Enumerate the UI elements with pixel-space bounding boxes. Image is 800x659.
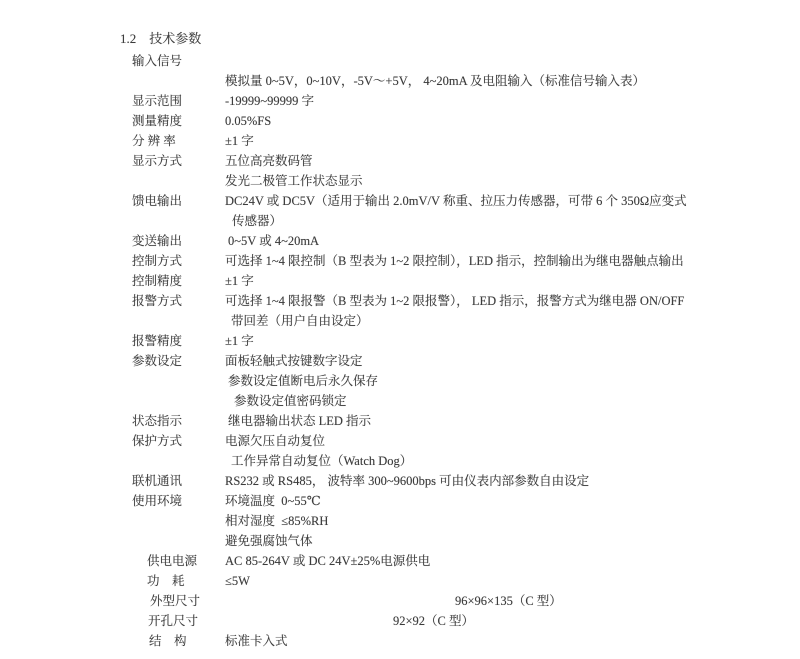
spec-label: 使用环境 (132, 494, 183, 508)
section-title: 技术参数 (149, 31, 202, 46)
section-heading (120, 31, 780, 53)
spec-row (120, 333, 780, 353)
spec-row (120, 73, 780, 93)
spec-label: 输入信号 (132, 54, 183, 68)
spec-label: 显示方式 (132, 154, 183, 168)
spec-value: 相对湿度 ≤85%RH (225, 514, 329, 528)
spec-list (120, 53, 780, 653)
spec-label: 控制精度 (132, 274, 183, 288)
spec-row (120, 293, 780, 313)
spec-row (120, 593, 780, 613)
spec-value: AC 85-264V 或 DC 24V±25%电源供电 (225, 554, 431, 568)
spec-row (120, 273, 780, 293)
spec-label: 结 构 (149, 634, 187, 648)
spec-label: 馈电输出 (132, 194, 183, 208)
spec-value: 电源欠压自动复位 (225, 434, 326, 448)
spec-label: 参数设定 (132, 354, 183, 368)
spec-value: 参数设定值断电后永久保存 (228, 374, 379, 388)
spec-row (120, 393, 780, 413)
spec-row (120, 533, 780, 553)
spec-row (120, 93, 780, 113)
spec-value: 传感器） (232, 214, 283, 228)
spec-value: 参数设定值密码锁定 (234, 394, 347, 408)
spec-value: 带回差（用户自由设定） (231, 314, 369, 328)
spec-label: 外型尺寸 (150, 594, 201, 608)
spec-value: -19999~99999 字 (225, 94, 315, 108)
spec-row (120, 253, 780, 273)
spec-value: 环境温度 0~55℃ (225, 494, 321, 508)
spec-label: 开孔尺寸 (148, 614, 199, 628)
spec-row (120, 493, 780, 513)
spec-row (120, 473, 780, 493)
spec-label: 测量精度 (132, 114, 183, 128)
spec-row (120, 113, 780, 133)
spec-value: 标准卡入式 (225, 634, 288, 648)
spec-value: 继电器输出状态 LED 指示 (228, 414, 372, 428)
spec-label: 分 辨 率 (132, 134, 176, 148)
document-content (120, 31, 780, 653)
spec-row (120, 53, 780, 73)
spec-row (120, 313, 780, 333)
section-number: 1.2 (120, 31, 137, 46)
spec-row (120, 233, 780, 253)
spec-value: 避免强腐蚀气体 (225, 534, 313, 548)
spec-label: 状态指示 (132, 414, 183, 428)
spec-row (120, 633, 780, 653)
spec-value: 96×96×135（C 型） (455, 594, 562, 608)
spec-value: 可选择 1~4 限控制（B 型表为 1~2 限控制），LED 指示，控制输出为继电器触点输出 (225, 254, 684, 268)
spec-label: 变送输出 (132, 234, 183, 248)
spec-row (120, 613, 780, 633)
spec-row (120, 133, 780, 153)
spec-label: 保护方式 (132, 434, 183, 448)
spec-value: 92×92（C 型） (393, 614, 475, 628)
spec-value: RS232 或 RS485， 波特率 300~9600bps 可由仪表内部参数自由设定 (225, 474, 590, 488)
spec-value: 0~5V 或 4~20mA (228, 234, 320, 248)
spec-value: ≤5W (225, 574, 250, 588)
spec-value: 发光二极管工作状态显示 (225, 174, 363, 188)
spec-value: ±1 字 (225, 334, 254, 348)
spec-row (120, 553, 780, 573)
spec-row (120, 173, 780, 193)
spec-value: 五位高亮数码管 (225, 154, 313, 168)
spec-row (120, 353, 780, 373)
spec-label: 联机通讯 (132, 474, 183, 488)
spec-row (120, 413, 780, 433)
spec-value: 可选择 1~4 限报警（B 型表为 1~2 限报警）， LED 指示，报警方式为继电器 ON/OFF (225, 294, 685, 308)
spec-value: 模拟量 0~5V，0~10V，-5V～+5V， 4~20mA 及电阻输入（标准信号输入表） (225, 74, 646, 88)
spec-row (120, 193, 780, 213)
spec-value: 面板轻触式按键数字设定 (225, 354, 363, 368)
spec-row (120, 433, 780, 453)
spec-label: 功 耗 (147, 574, 185, 588)
spec-row (120, 373, 780, 393)
spec-row (120, 573, 780, 593)
spec-label: 报警精度 (132, 334, 183, 348)
spec-label: 显示范围 (132, 94, 183, 108)
spec-value: 0.05%FS (225, 114, 272, 128)
spec-row (120, 453, 780, 473)
spec-value: ±1 字 (225, 274, 254, 288)
spec-row (120, 153, 780, 173)
spec-value: DC24V 或 DC5V（适用于输出 2.0mV/V 称重、拉压力传感器，可带 6 个 350Ω应变式 (225, 194, 687, 208)
spec-value: 工作异常自动复位（Watch Dog） (231, 454, 413, 468)
spec-row (120, 513, 780, 533)
spec-label: 报警方式 (132, 294, 183, 308)
spec-label: 控制方式 (132, 254, 183, 268)
spec-label: 供电电源 (147, 554, 198, 568)
spec-value: ±1 字 (225, 134, 254, 148)
spec-row (120, 213, 780, 233)
